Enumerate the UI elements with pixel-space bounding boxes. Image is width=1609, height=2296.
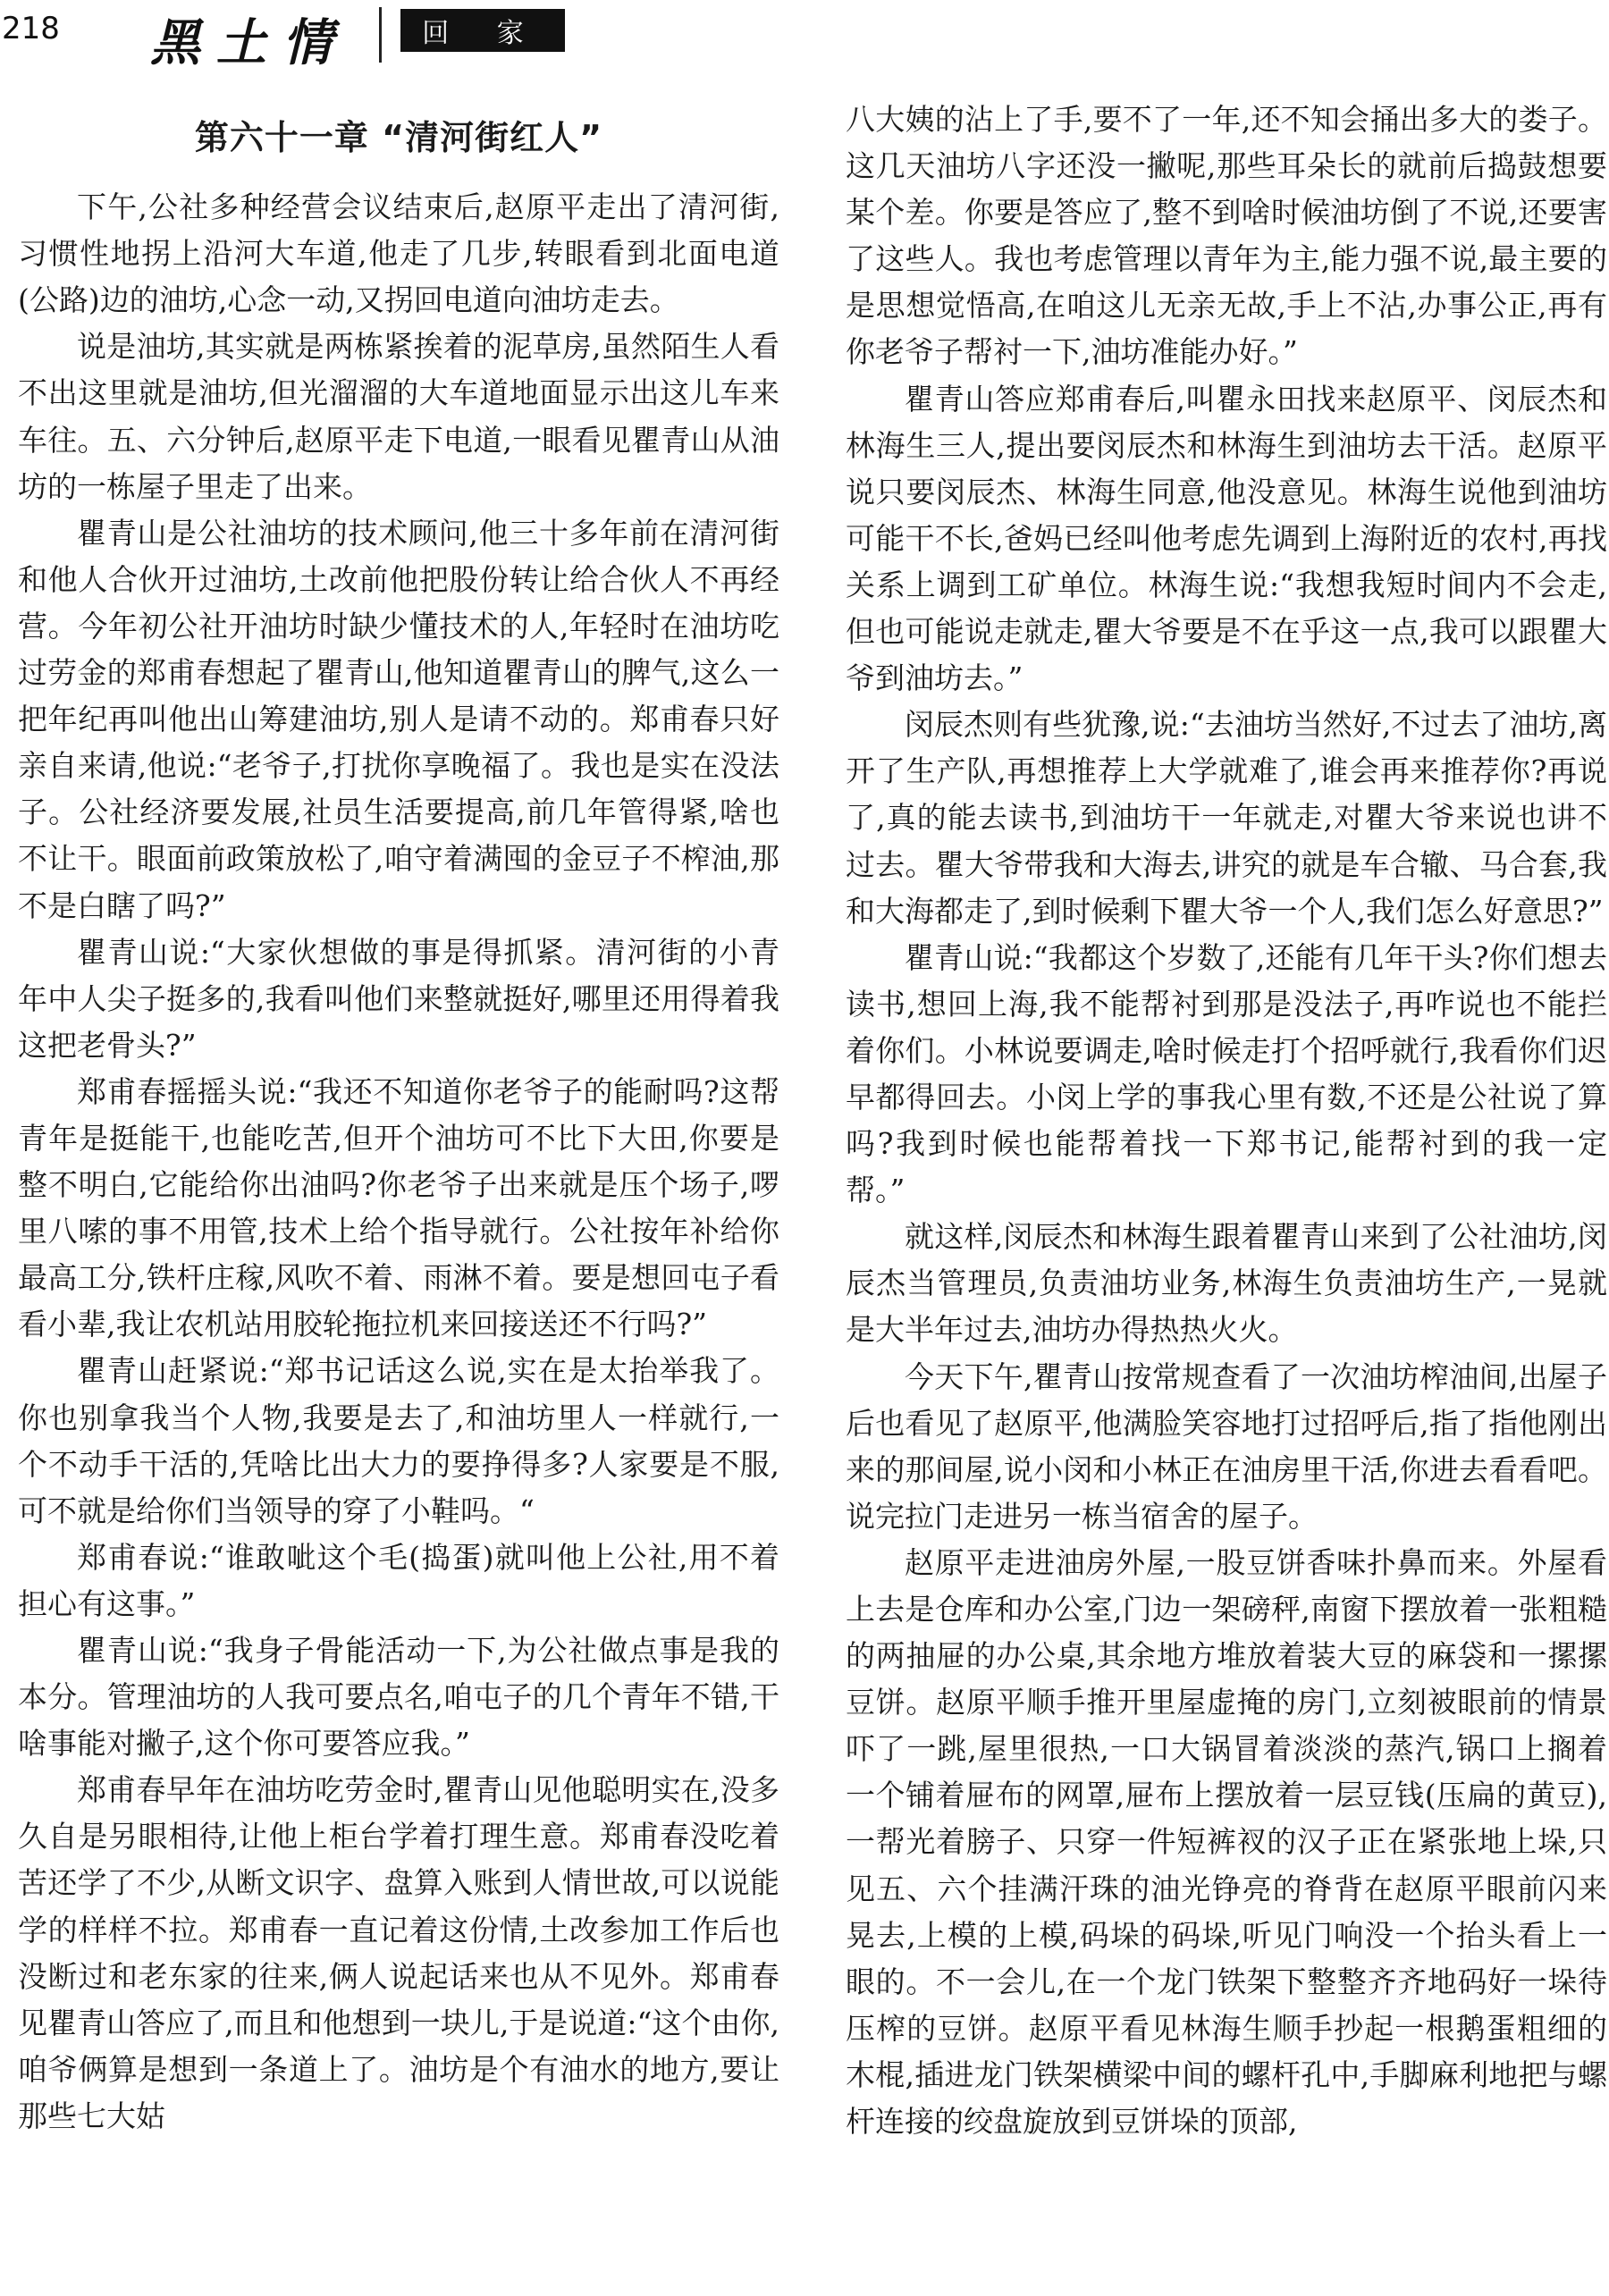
header-divider [379,7,382,63]
section-label: 回 家 [400,9,565,52]
paragraph: 瞿青山是公社油坊的技术顾问,他三十多年前在清河街和他人合伙开过油坊,土改前他把股份转让给合伙人不再经营。今年初公社开油坊时缺少懂技术的人,年轻时在油坊吃过劳金的郑甫春想起了瞿青山,他知道瞿青山的脾气,这么一把年纪再叫他出山筹建油坊,别人是请不动的。郑甫春只好亲自来请,他说:“老爷子,打扰你享晚福了。我也是实在没法子。公社经济要发展,社员生活要提高,前几年管得紧,啥也不让干。眼面前政策放松了,咱守着满囤的金豆子不榨油,那不是白瞎了吗?” [18,515,779,923]
paragraph: 赵原平走进油房外屋,一股豆饼香味扑鼻而来。外屋看上去是仓库和办公室,门边一架磅秤,南窗下摆放着一张粗糙的两抽屉的办公桌,其余地方堆放着装大豆的麻袋和一摞摞豆饼。赵原平顺手推开里屋虚掩的房门,立刻被眼前的情景吓了一跳,屋里很热,一口大锅冒着淡淡的蒸汽,锅口上搁着一个铺着屉布的网罩,屉布上摆放着一层豆钱(压扁的黄豆),一帮光着膀子、只穿一件短裤衩的汉子正在紧张地上垛,只见五、六个挂满汗珠的油光铮亮的脊背在赵原平眼前闪来晃去,上模的上模,码垛的码垛,听见门响没一个抬头看上一眼的。不一会儿,在一个龙门铁架下整整齐齐地码好一垛待压榨的豆饼。赵原平看见林海生顺手抄起一根鹅蛋粗细的木棍,插进龙门铁架横梁中间的螺杆孔中,手脚麻利地把与螺杆连接的绞盘旋放到豆饼垛的顶部, [846,1544,1607,2140]
paragraph: 瞿青山说:“我都这个岁数了,还能有几年干头?你们想去读书,想回上海,我不能帮衬到那是没法子,再咋说也不能拦着你们。小林说要调走,啥时候走打个招呼就行,我看你们迟早都得回去。小闵上学的事我心里有数,不还是公社说了算吗?我到时候也能帮着找一下郑书记,能帮衬到的我一定帮。” [846,939,1607,1208]
page-number: 218 [2,11,60,46]
paragraph: 下午,公社多种经营会议结束后,赵原平走出了清河街,习惯性地拐上沿河大车道,他走了几步,转眼看到北面电道(公路)边的油坊,心念一动,又拐回电道向油坊走去。 [18,189,779,318]
paragraph: 瞿青山说:“我身子骨能活动一下,为公社做点事是我的本分。管理油坊的人我可要点名,咱屯子的几个青年不错,干啥事能对撇子,这个你可要答应我。” [18,1633,779,1762]
magazine-logo: 黑土情 [150,13,349,72]
page-header [0,0,1609,71]
paragraph: 郑甫春早年在油坊吃劳金时,瞿青山见他聪明实在,没多久自是另眼相待,让他上柜台学着打理生意。郑甫春没吃着苦还学了不少,从断文识字、盘算入账到人情世故,可以说能学的样样不拉。郑甫春一直记着这份情,土改参加工作后也没断过和老东家的往来,俩人说起话来也从不见外。郑甫春见瞿青山答应了,而且和他想到一块儿,于是说道:“这个由你,咱爷俩算是想到一条道上了。油坊是个有油水的地方,要让那些七大姑 [18,1772,779,2133]
paragraph: 瞿青山赶紧说:“郑书记话这么说,实在是太抬举我了。你也别拿我当个人物,我要是去了,和油坊里人一样就行,一个不动手干活的,凭啥比出大力的要挣得多?人家要是不服,可不就是给你们当领导的穿了小鞋吗。“ [18,1353,779,1528]
paragraph: 郑甫春摇摇头说:“我还不知道你老爷子的能耐吗?这帮青年是挺能干,也能吃苦,但开个油坊可不比下大田,你要是整不明白,它能给你出油吗?你老爷子出来就是压个场子,啰里八嗦的事不用管,技术上给个指导就行。公社按年补给你最高工分,铁杆庄稼,风吹不着、雨淋不着。要是想回屯子看看小辈,我让农机站用胶轮拖拉机来回接送还不行吗?” [18,1073,779,1342]
paragraph: 瞿青山说:“大家伙想做的事是得抓紧。清河街的小青年中人尖子挺多的,我看叫他们来整就挺好,哪里还用得着我这把老骨头?” [18,934,779,1063]
paragraph: 闵辰杰则有些犹豫,说:“去油坊当然好,不过去了油坊,离开了生产队,再想推荐上大学就难了,谁会再来推荐你?再说了,真的能去读书,到油坊干一年就走,对瞿大爷来说也讲不过去。瞿大爷带我和大海去,讲究的就是车合辙、马合套,我和大海都走了,到时候剩下瞿大爷一个人,我们怎么好意思?” [846,707,1607,929]
paragraph-continued: 八大姨的沾上了手,要不了一年,还不知会捅出多大的娄子。这几天油坊八字还没一撇呢,那些耳朵长的就前后捣鼓想要某个差。你要是答应了,整不到啥时候油坊倒了不说,还要害了这些人。我也考虑管理以青年为主,能力强不说,最主要的是思想觉悟高,在咱这儿无亲无故,手上不沾,办事公正,再有你老爷子帮衬一下,油坊准能办好。” [846,102,1607,370]
chapter-title: 第六十一章 “清河街红人” [194,118,603,157]
paragraph: 就这样,闵辰杰和林海生跟着瞿青山来到了公社油坊,闵辰杰当管理员,负责油坊业务,林海生负责油坊生产,一晃就是大半年过去,油坊办得热热火火。 [846,1219,1607,1348]
paragraph: 郑甫春说:“谁敢呲这个毛(捣蛋)就叫他上公社,用不着担心有这事。” [18,1539,779,1621]
paragraph: 瞿青山答应郑甫春后,叫瞿永田找来赵原平、闵辰杰和林海生三人,提出要闵辰杰和林海生到油坊去干活。赵原平说只要闵辰杰、林海生同意,他没意见。林海生说他到油坊可能干不长,爸妈已经叫他考虑先调到上海附近的农村,再找关系上调到工矿单位。林海生说:“我想我短时间内不会走,但也可能说走就走,瞿大爷要是不在乎这一点,我可以跟瞿大爷到油坊去。” [846,381,1607,696]
paragraph: 说是油坊,其实就是两栋紧挨着的泥草房,虽然陌生人看不出这里就是油坊,但光溜溜的大车道地面显示出这儿车来车往。五、六分钟后,赵原平走下电道,一眼看见瞿青山从油坊的一栋屋子里走了出来。 [18,329,779,504]
paragraph: 今天下午,瞿青山按常规查看了一次油坊榨油间,出屋子后也看见了赵原平,他满脸笑容地打过招呼后,指了指他刚出来的那间屋,说小闵和小林正在油房里干活,你进去看看吧。说完拉门走进另一栋当宿舍的屋子。 [846,1358,1607,1534]
left-column [18,97,779,2277]
right-column [846,97,1607,2277]
